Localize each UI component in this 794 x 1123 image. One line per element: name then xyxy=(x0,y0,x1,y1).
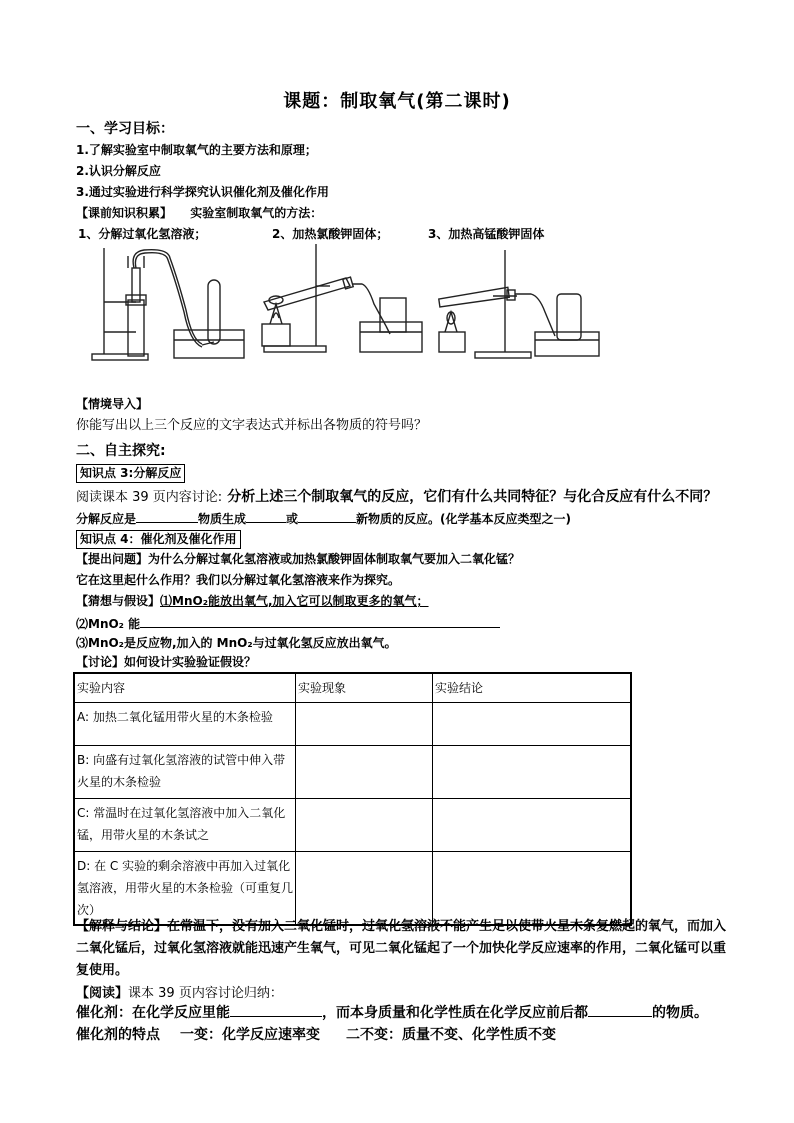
row-a-content: A: 加热二氧化锰用带火星的木条检验 xyxy=(74,703,296,746)
catalyst-features xyxy=(76,1024,556,1044)
method-3: 3、加热高锰酸钾固体 xyxy=(428,227,545,241)
feature-1: 一变：化学反应速率变 xyxy=(180,1027,320,1043)
def-part1: 分解反应是 xyxy=(76,512,137,526)
kp4-question-line xyxy=(76,550,520,567)
row-d-content: D: 在 C 实验的剩余溶液中再加入过氧化氢溶液，用带火星的木条检验（可重复几次） xyxy=(74,852,296,926)
hypothesis-2-blank[interactable] xyxy=(140,613,500,628)
row-a-conclusion-cell[interactable] xyxy=(433,703,632,746)
row-d-phenomenon-cell[interactable] xyxy=(296,852,433,926)
row-b-phenomenon-cell[interactable] xyxy=(296,746,433,799)
method-1: 1、分解过氧化氢溶液； xyxy=(78,227,207,241)
hypothesis-3: ⑶MnO₂是反应物,加入的 MnO₂与过氧化氢反应放出氧气。 xyxy=(76,636,397,650)
table-header-row xyxy=(74,673,631,703)
discuss-text: 如何设计实验验证假设？ xyxy=(124,655,257,669)
hypothesis-line-2 xyxy=(76,613,500,632)
hypothesis-1: ⑴MnO₂能放出氧气,加入它可以制取更多的氧气； xyxy=(160,594,429,608)
header-phenomenon: 实验现象 xyxy=(296,673,433,703)
question-text: 为什么分解过氧化氢溶液或加热氯酸钾固体制取氧气要加入二氧化锰？ xyxy=(148,552,521,566)
catalyst-blank-2[interactable] xyxy=(588,1002,652,1017)
def-blank-3[interactable] xyxy=(298,508,356,523)
kp3-read-question: 分析上述三个制取氧气的反应，它们有什么共同特征？与化合反应有什么不同？ xyxy=(227,489,718,505)
question-label: 【提出问题】 xyxy=(76,552,149,566)
goal-2: 2.认识分解反应 xyxy=(76,164,161,178)
def-part4: 新物质的反应。(化学基本反应类型之一) xyxy=(356,512,572,526)
kp3-read: 阅读课本 39 页内容讨论: xyxy=(76,490,223,505)
goal-1: 1.了解实验室中制取氧气的主要方法和原理； xyxy=(76,143,317,157)
prior-knowledge-text: 实验室制取氧气的方法： xyxy=(190,206,323,220)
table-row xyxy=(74,799,631,852)
catalyst-part2: ，而本身质量和化学性质在化学反应前后都 xyxy=(322,1005,588,1021)
row-c-content: C: 常温时在过氧化氢溶液中加入二氧化锰，用带火星的木条试之 xyxy=(74,799,296,852)
row-c-conclusion-cell[interactable] xyxy=(433,799,632,852)
catalyst-blank-1[interactable] xyxy=(230,1002,322,1017)
row-b-conclusion-cell[interactable] xyxy=(433,746,632,799)
def-part3: 或 xyxy=(286,512,299,526)
conclusion-label: 【解释与结论】 xyxy=(76,919,168,934)
header-content: 实验内容 xyxy=(74,673,296,703)
discuss-line xyxy=(76,653,256,670)
def-blank-2[interactable] xyxy=(246,508,286,523)
table-row xyxy=(74,746,631,799)
hypothesis-2: ⑵MnO₂ 能 xyxy=(76,617,141,631)
table-row xyxy=(74,852,631,926)
goal-3: 3.通过实验进行科学探究认识催化剂及催化作用 xyxy=(76,185,329,199)
row-c-phenomenon-cell[interactable] xyxy=(296,799,433,852)
reading-label: 【阅读】 xyxy=(76,986,129,1001)
def-part2: 物质生成 xyxy=(198,512,247,526)
kp3-definition xyxy=(76,508,571,527)
section1-heading: 一、学习目标： xyxy=(76,121,174,137)
apparatus-potassium-chlorate-image xyxy=(256,242,426,357)
apparatus-hydrogen-peroxide-image xyxy=(78,240,248,365)
def-blank-1[interactable] xyxy=(136,508,198,523)
kp4-question2: 它在这里起什么作用？我们以分解过氧化氢溶液来作为探究。 xyxy=(76,573,401,587)
reading-text: 课本 39 页内容讨论归纳： xyxy=(128,986,283,1001)
discuss-label: 【讨论】 xyxy=(76,655,125,669)
page-title: 课题：制取氧气(第二课时) xyxy=(283,91,511,112)
header-conclusion: 实验结论 xyxy=(433,673,632,703)
method-2: 2、加热氯酸钾固体； xyxy=(272,227,389,241)
kp3-label: 知识点 3:分解反应 xyxy=(76,464,185,483)
experiment-table xyxy=(73,672,632,926)
scenario-label: 【情境导入】 xyxy=(76,397,149,411)
feature-2: 二不变：质量不变、化学性质不变 xyxy=(346,1027,556,1043)
row-d-conclusion-cell[interactable] xyxy=(433,852,632,926)
catalyst-part3: 的物质。 xyxy=(652,1005,708,1021)
reading-line xyxy=(76,982,283,1001)
conclusion-paragraph xyxy=(76,916,736,982)
catalyst-definition xyxy=(76,1002,708,1022)
hypothesis-label: 【猜想与假设】 xyxy=(76,594,161,608)
row-b-content: B: 向盛有过氧化氢溶液的试管中伸入带火星的木条检验 xyxy=(74,746,296,799)
features-label: 催化剂的特点 xyxy=(76,1027,160,1043)
hypothesis-line-1 xyxy=(76,592,429,609)
catalyst-part1: 催化剂：在化学反应里能 xyxy=(76,1005,230,1021)
section2-heading: 二、自主探究: xyxy=(76,443,166,459)
prior-knowledge-line xyxy=(76,204,322,221)
apparatus-potassium-permanganate-image xyxy=(435,248,605,363)
kp4-label: 知识点 4：催化剂及催化作用 xyxy=(76,530,241,549)
row-a-phenomenon-cell[interactable] xyxy=(296,703,433,746)
conclusion-text: 在常温下，没有加入二氧化锰时，过氧化氢溶液不能产生足以使带火星木条复燃起的氧气，而加入二氧化锰后，过氧化氢溶液就能迅速产生氧气，可见二氧化锰起了一个加快化学反应速率的作用，二氧化锰可以重复使用。 xyxy=(76,919,727,978)
prior-knowledge-label: 【课前知识积累】 xyxy=(76,206,173,220)
table-row xyxy=(74,703,631,746)
kp3-read-line xyxy=(76,486,717,506)
scenario-question: 你能写出以上三个反应的文字表达式并标出各物质的符号吗？ xyxy=(76,418,428,433)
